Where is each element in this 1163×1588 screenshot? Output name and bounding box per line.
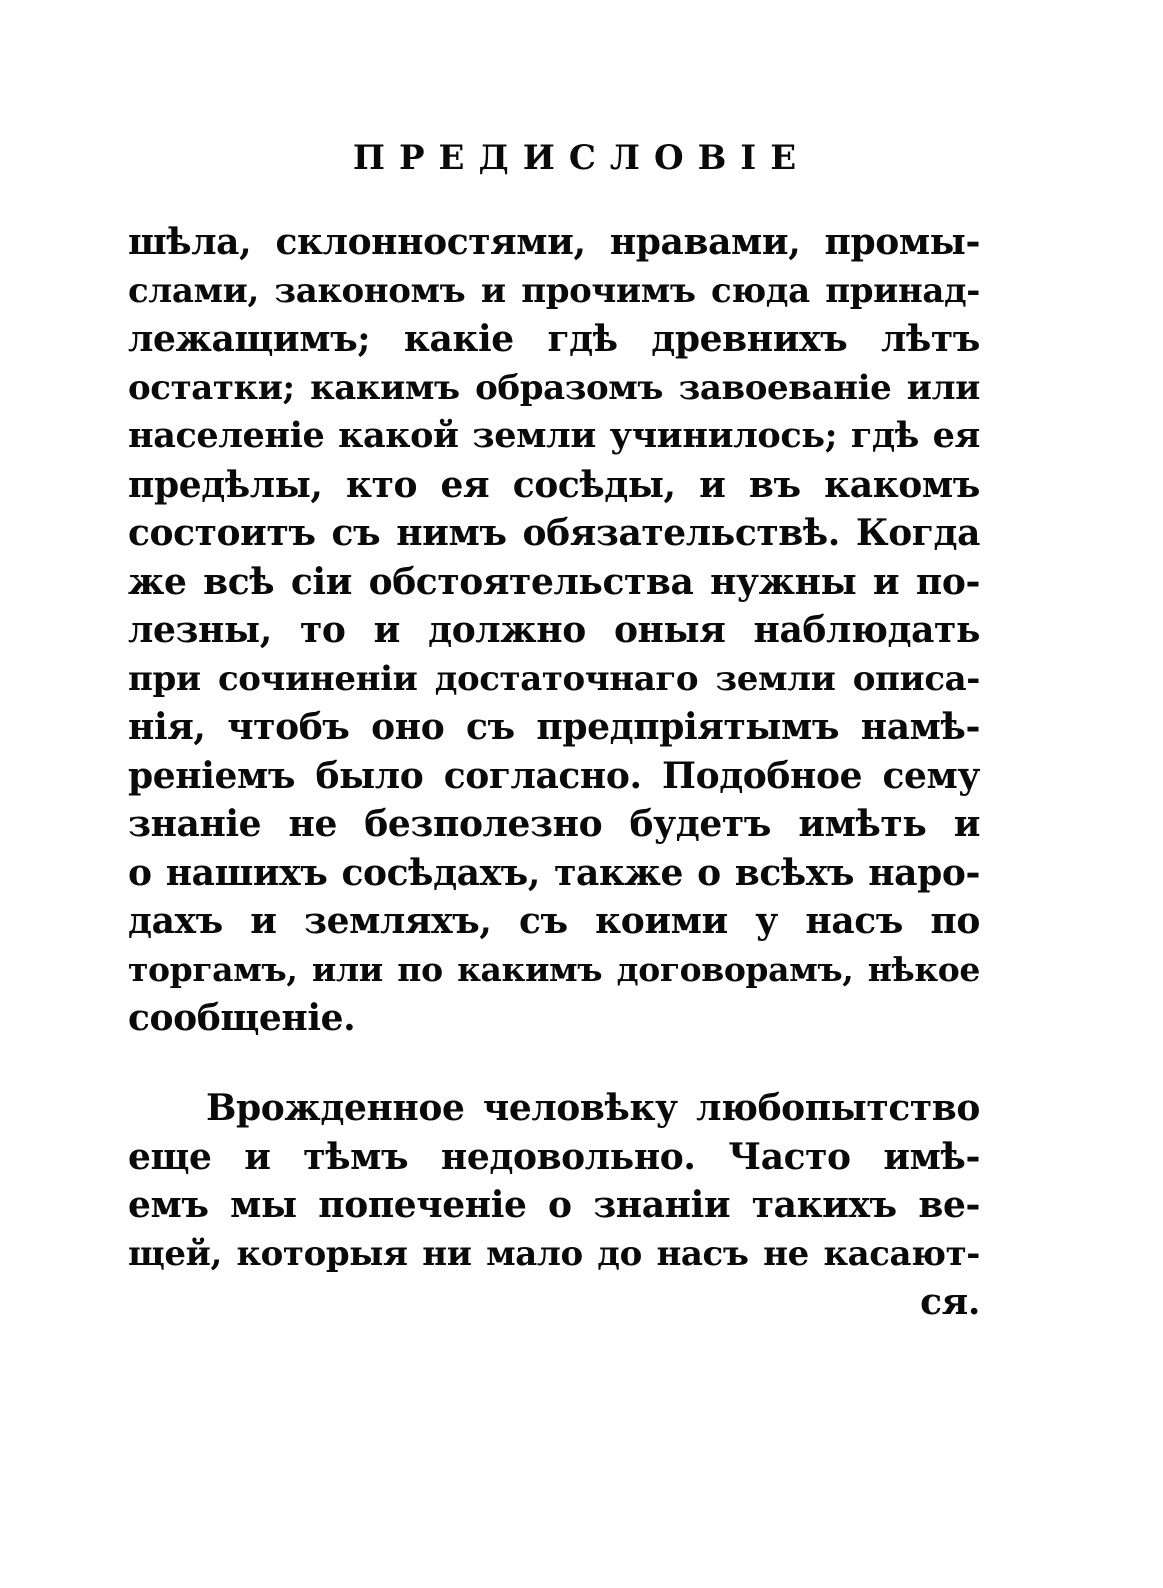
text-line: дахъ и земляхъ, съ коими у насъ по [128, 900, 980, 942]
text-line: слами, закономъ и прочимъ сюда принад- [128, 270, 980, 311]
catchword: ся. [920, 1281, 980, 1323]
text-line: при сочиненіи достаточнаго земли описа- [128, 658, 980, 699]
paragraph-2 [128, 1084, 980, 1327]
text-line: остатки; какимъ образомъ завоеваніе или [128, 367, 980, 408]
text-line: состоитъ съ нимъ обязательствѣ. Когда [128, 512, 980, 554]
text-line: о нашихъ сосѣдахъ, также о всѣхъ наро- [128, 851, 980, 894]
text-line: знаніе не безполезно будетъ имѣть и [128, 803, 980, 845]
text-line: лезны, то и должно оныя наблюдать [128, 609, 980, 651]
text-line: щей, которыя ни мало до насъ не касают- [128, 1233, 980, 1274]
text-line: предѣлы, кто ея сосѣды, и въ какомъ [128, 463, 980, 506]
text-line: лежащимъ; какіе гдѣ древнихъ лѣтъ [128, 318, 980, 360]
running-head: ПРЕДИСЛОВІЕ [352, 138, 811, 178]
paragraph-1 [128, 218, 980, 1043]
text-line: шѣла, склонностями, нравами, промы- [128, 221, 980, 263]
text-line: нія, чтобъ оно съ предпріятымъ намѣ- [128, 706, 980, 748]
text-line: Врожденное человѣку любопытство [206, 1087, 980, 1129]
text-line: же всѣ сіи обстоятельства нужны и по- [128, 560, 980, 603]
text-line: сообщеніе. [128, 997, 356, 1039]
text-line: емъ мы попеченіе о знаніи такихъ ве- [128, 1184, 980, 1226]
text-line: реніемъ было согласно. Подобное сему [128, 754, 980, 797]
text-line: торгамъ, или по какимъ договорамъ, нѣкое [128, 949, 980, 989]
text-line: еще и тѣмъ недовольно. Часто имѣ- [128, 1135, 980, 1178]
text-line: населеніе какой земли учинилось; гдѣ ея [128, 415, 980, 456]
